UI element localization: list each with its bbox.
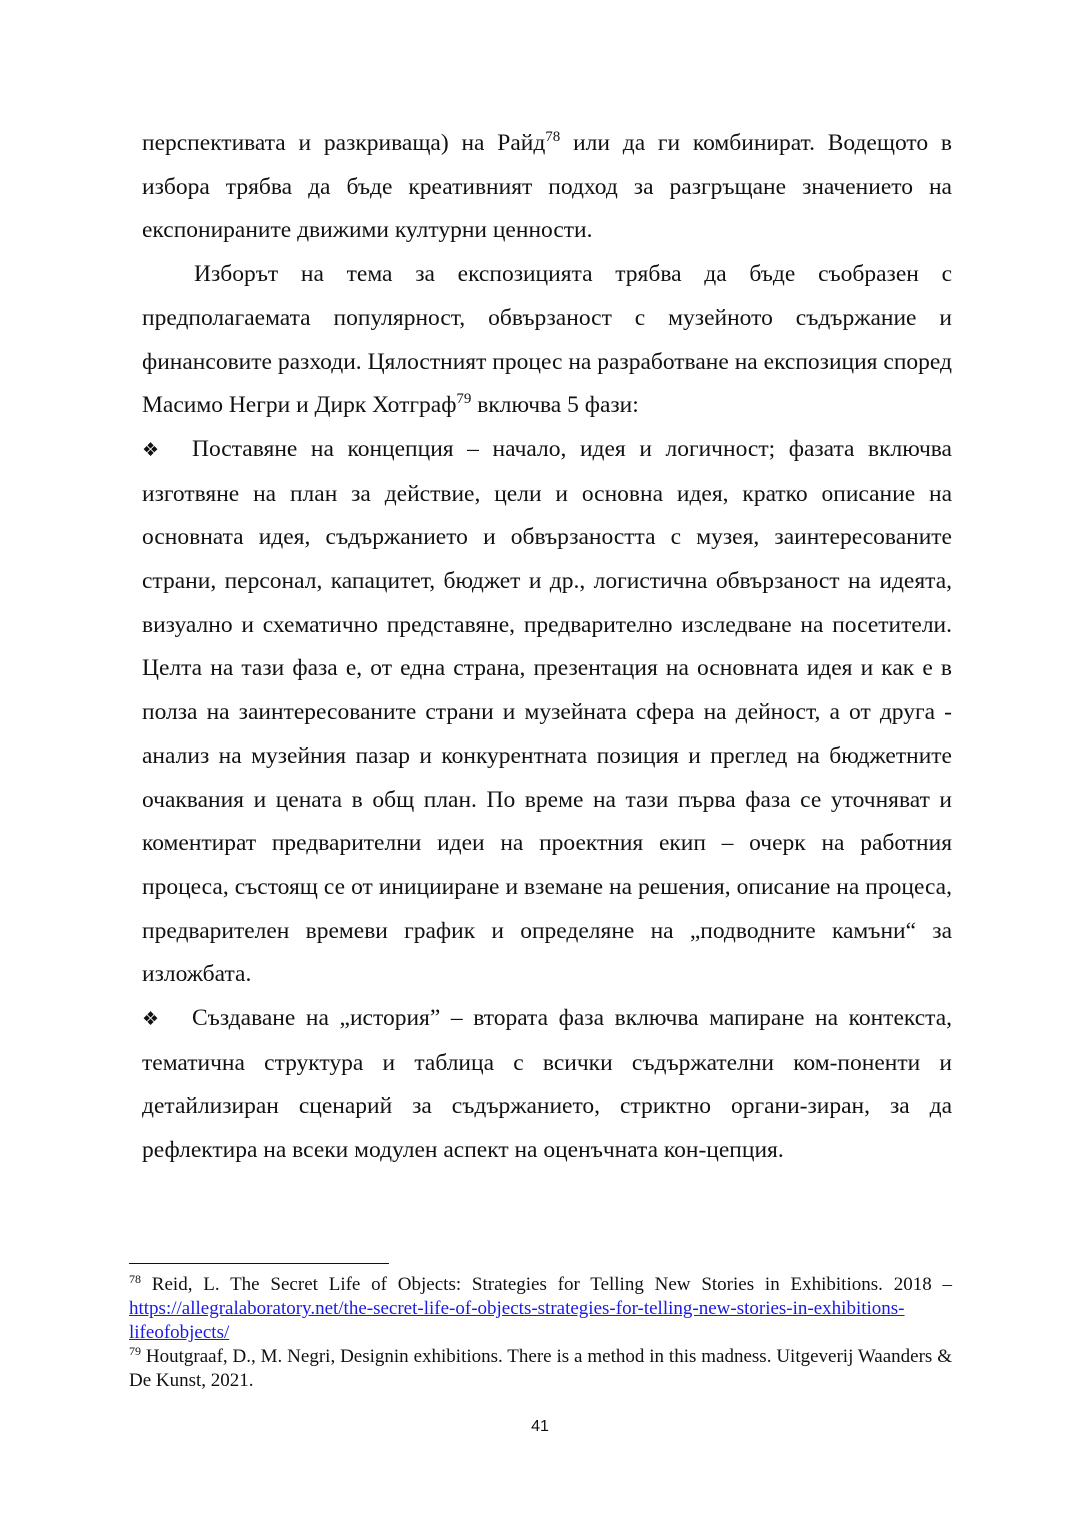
diamond-bullet-icon: ❖ xyxy=(142,438,160,461)
footnote-78 xyxy=(129,1273,952,1345)
footnote-79 xyxy=(129,1345,952,1393)
footnote-separator xyxy=(129,1263,389,1264)
page-number: 41 xyxy=(531,1418,549,1435)
paragraph-2-text-b: включва 5 фази: xyxy=(471,392,639,419)
footnote-ref-79[interactable]: 79 xyxy=(456,391,472,408)
diamond-bullet-icon: ❖ xyxy=(142,1008,160,1031)
footnote-text: Reid, L. The Secret Life of Objects: Strategies for Telling New Stories in Exhibitions. 2018 – xyxy=(141,1274,952,1295)
paragraph-2 xyxy=(142,253,952,428)
footnotes xyxy=(129,1273,952,1393)
bullet-item-concept xyxy=(142,428,952,997)
bullet-item-story xyxy=(142,997,952,1173)
bullet-item-text: Поставяне на концепция – начало, идея и логичност; фазата включва изготвяне на план за действие, цели и основна идея, кратко описание на основната идея, съдържанието и обвързаността с музея, заинтересованите страни, персонал, капацитет, бюджет и др., логистична обвързаност на идеята, визуално и схематично представяне, предварително изследване на посетители. Целта на тази фаза е, от една страна, презентация на основната идея и как е в полза на заинтересованите страни и музейната сфера на дейност, а от друга - анализ на музейния пазар и конкурентната позиция и преглед на бюджетните очаквания и цената в общ план. По време на тази първа фаза се уточняват и коментират предварителни идеи на проектния екип – очерк на работния процеса, състоящ се от иницииране и вземане на решения, описание на процеса, предварителен времеви график и определяне на „подводните камъни“ за изложбата. xyxy=(142,435,952,988)
footnote-link[interactable]: https://allegralaboratory.net/the-secret-life-of-objects-strategies-for-telling-new-stories-in-exhibitions-lifeofobjects/ xyxy=(129,1298,905,1343)
paragraph-1-text-a: перспективата и разкриваща) на Райд xyxy=(142,130,546,156)
paragraph-2-text-a: Изборът на тема за експозицията трябва да бъде съобразен с предполагаемата популярност, обвързаност с музейното съдържание и финансовите разходи. Цялостният процес на разработване на експозиция според Масимо Негри и Дирк Хотграф xyxy=(142,261,952,419)
paragraph-1 xyxy=(142,122,952,253)
footnote-mark: 78 xyxy=(129,1272,141,1286)
paragraph-1-text-b: или да ги комбинират. Водещото в избора трябва да бъде креативният подход за разгръщане значението на експонираните движими културни ценности. xyxy=(142,130,952,244)
footnote-text: Houtgraaf, D., M. Negri, Designin exhibitions. There is a method in this madness. Uitgeverij Waanders & De Kunst, 2021. xyxy=(129,1346,952,1391)
footnote-mark: 79 xyxy=(129,1344,141,1358)
body-text xyxy=(142,122,952,1173)
bullet-item-text: Създаване на „история” – втората фаза включва мапиране на контекста, тематична структура и таблица с всички съдържателни ком-поненти и детайлизиран сценарий за съдържанието, стриктно органи-зиран, за да рефлектира на всеки модулен аспект на оценъчната кон-цепция. xyxy=(142,1005,952,1164)
footnote-ref-78[interactable]: 78 xyxy=(545,129,561,145)
